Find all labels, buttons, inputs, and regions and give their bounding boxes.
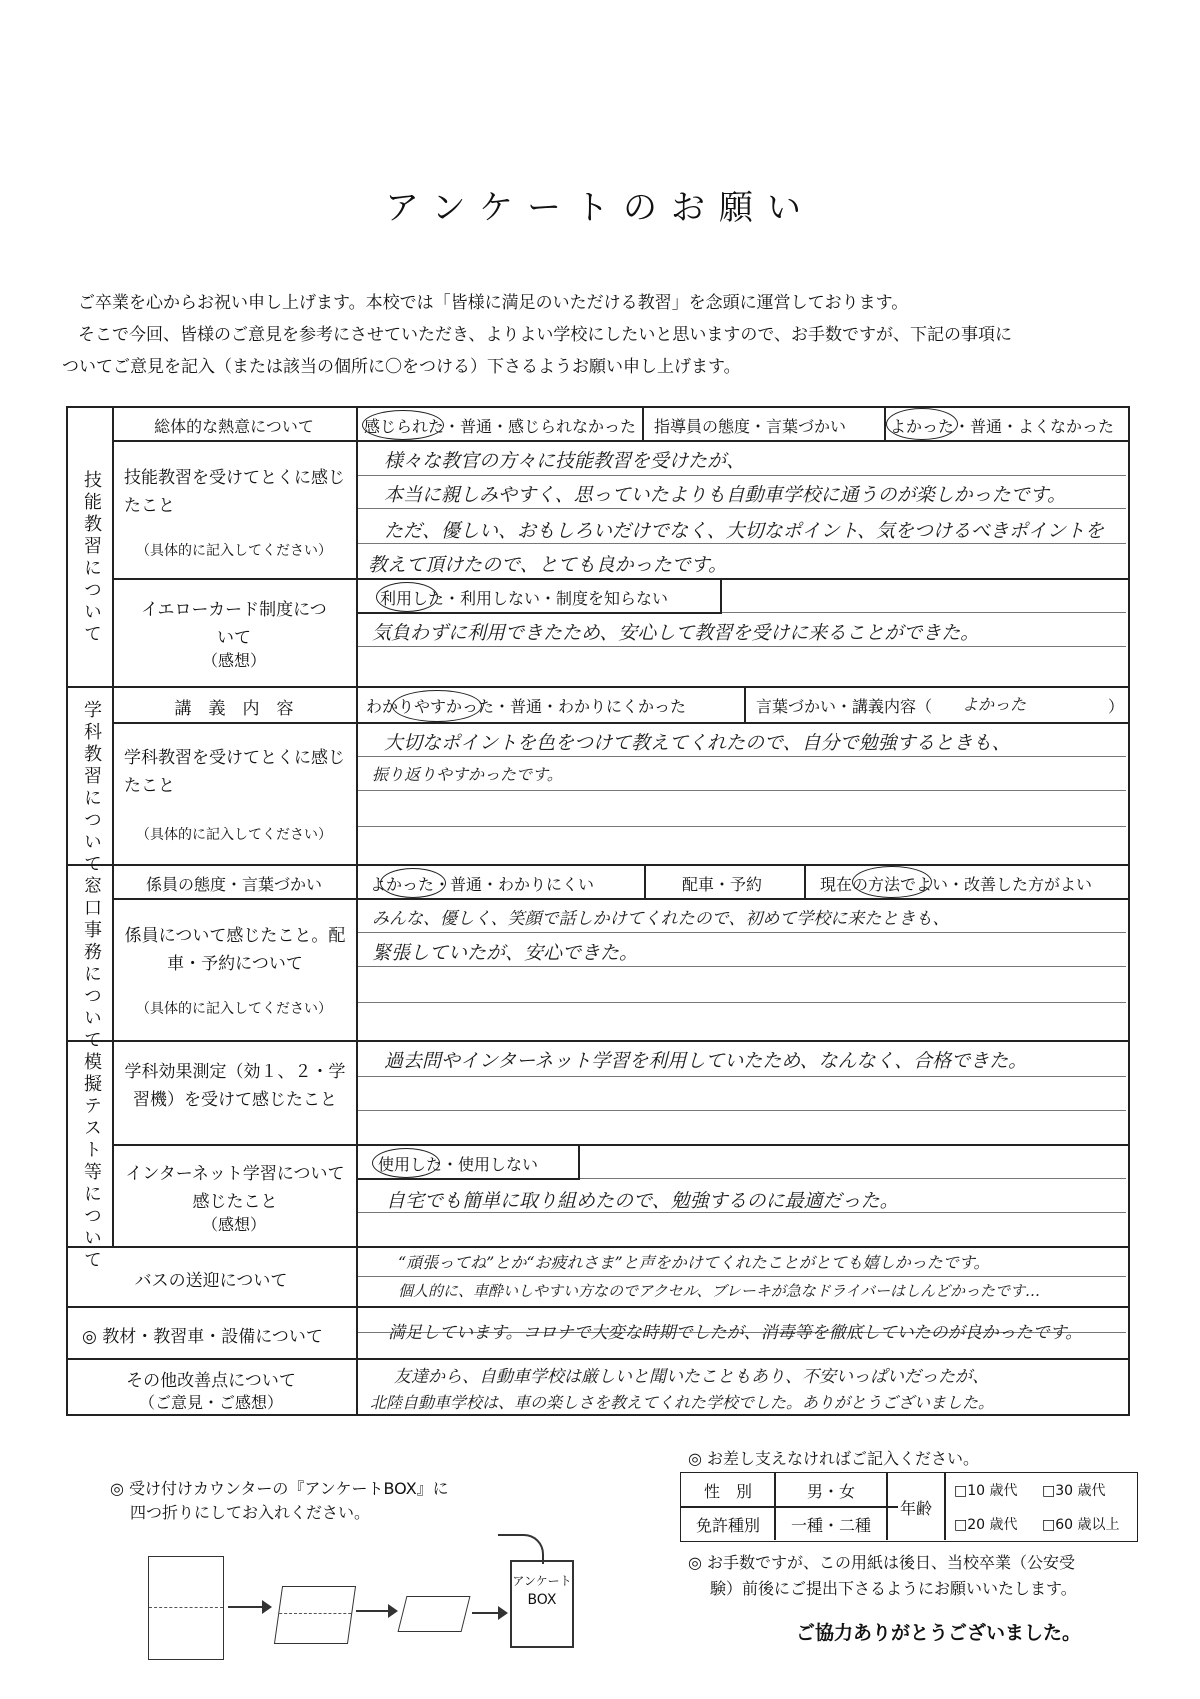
- section-madoguchi: 窓口事務について: [81, 876, 102, 1052]
- license-label: 免許種別: [695, 1516, 760, 1535]
- arrow-head-icon-2: [388, 1604, 398, 1618]
- row1-circle-mark2: [886, 408, 958, 440]
- box-note-1: ◎ 受け付けカウンターの『アンケートBOX』に: [110, 1479, 449, 1498]
- folded-paper-icon: [274, 1586, 356, 1644]
- row6-circle-mark2: [852, 866, 932, 898]
- age-option-60s[interactable]: □60 歳以上: [1042, 1517, 1120, 1533]
- row2-answer-3: ただ、優しい、おもしろいだけでなく、大切なポイント、気をつけるべきポイントを: [384, 520, 1104, 542]
- row6-options[interactable]: よかった・普通・わかりにくい: [370, 875, 595, 894]
- row6-options2[interactable]: 現在の方法でよい・改善した方がよい: [820, 875, 1093, 894]
- row9-options[interactable]: 使用した・使用しない: [378, 1155, 539, 1174]
- row4-options[interactable]: わかりやすかった・普通・わかりにくかった: [366, 697, 687, 716]
- row2-answer-2: 本当に親しみやすく、思っていたよりも自動車学校に通うのが楽しかったです。: [384, 484, 1067, 506]
- row6-circle-mark: [380, 868, 446, 898]
- row2-answer-4: 教えて頂けたので、とても良かったです。: [368, 554, 728, 576]
- gender-options[interactable]: 男・女: [806, 1482, 855, 1501]
- section-ginou: 技能教習について: [81, 470, 102, 646]
- row12-answer-2: 北陸自動車学校は、車の楽しさを教えてくれた学校でした。ありがとうございました。: [370, 1393, 995, 1412]
- row6-label: 係員の態度・言葉づかい: [145, 875, 322, 894]
- row7-label: 係員について感じたこと。配車・予約について: [124, 926, 346, 974]
- age-option-10s[interactable]: □10 歳代: [954, 1483, 1018, 1499]
- row5-note: （具体的に記入してください）: [136, 827, 332, 843]
- row7-answer-2: 緊張していたが、安心できた。: [372, 942, 639, 964]
- row2-note: （具体的に記入してください）: [136, 543, 332, 559]
- row5-label: 学科教習を受けてとくに感じたこと: [124, 748, 345, 796]
- row2-label: 技能教習を受けてとくに感じたこと: [124, 468, 345, 516]
- row10-answer-2: 個人的に、車酔いしやすい方なのでアクセル、ブレーキが急なドライバーはしんどかったです…: [398, 1282, 1041, 1300]
- row4-answer: よかった: [962, 695, 1027, 714]
- row12-sub: （ご意見・ご感想）: [138, 1393, 283, 1412]
- survey-box-icon: [510, 1560, 574, 1648]
- row5-answer-2: 振り返りやすかったです。: [372, 765, 563, 784]
- license-options[interactable]: 一種・二種: [790, 1516, 871, 1535]
- age-label: 年齢: [899, 1499, 932, 1518]
- row10-answer-1: “頑張ってね”とか“お疲れさま”と声をかけてくれたことがとても嬉しかったです。: [398, 1253, 990, 1272]
- row8-answer: 過去問やインターネット学習を利用していたため、なんなく、合格できた。: [384, 1050, 1028, 1072]
- survey-box-label-2: BOX: [527, 1592, 557, 1608]
- row4-label2: 言葉づかい・講義内容（: [756, 697, 933, 716]
- arrow-right-icon: [228, 1606, 266, 1608]
- row7-note: （具体的に記入してください）: [136, 1001, 332, 1017]
- row1-options2[interactable]: よかった・普通・よくなかった: [890, 417, 1115, 436]
- intro-line-1: ご卒業を心からお祝い申し上げます。本校では「皆様に満足のいただける教習」を念頭に運営しております。: [78, 293, 909, 313]
- row1-circle-mark: [362, 410, 444, 440]
- row1-label: 総体的な熱意について: [154, 417, 314, 436]
- row12-answer-1: 友達から、自動車学校は厳しいと聞いたこともあり、不安いっぱいだったが、: [394, 1367, 989, 1387]
- arrow-right-icon-2: [356, 1610, 392, 1612]
- row3-sub: （感想）: [201, 651, 266, 670]
- section-gakka: 学科教習について: [81, 700, 102, 876]
- row9-answer: 自宅でも簡単に取り組めたので、勉強するのに最適だった。: [386, 1190, 899, 1212]
- section-mogi: 模擬テスト等について: [81, 1052, 102, 1272]
- row10-label: バスの送迎について: [134, 1271, 288, 1291]
- submit-note-1: ◎ お手数ですが、この用紙は後日、当校卒業（公安受: [688, 1553, 1076, 1572]
- box-note-2: 四つ折りにしてお入れください。: [130, 1503, 371, 1522]
- row11-answer: 満足しています。コロナで大変な時期でしたが、消毒等を徹底していたのが良かったです。: [388, 1323, 1083, 1343]
- submit-note-2: 験）前後にご提出下さるようにお願いいたします。: [710, 1579, 1077, 1598]
- row3-circle-mark: [376, 582, 438, 612]
- row5-answer-1: 大切なポイントを色をつけて教えてくれたので、自分で勉強するときも、: [384, 732, 1011, 754]
- row4-circle-mark: [392, 690, 482, 722]
- arrow-head-icon: [262, 1600, 272, 1614]
- intro-line-3: ついてご意見を記入（または該当の個所に〇をつける）下さるようお願い申し上げます。: [62, 357, 741, 377]
- paper-sheet-icon: [148, 1556, 224, 1660]
- gender-label: 性 別: [703, 1482, 752, 1501]
- age-option-30s[interactable]: □30 歳代: [1042, 1483, 1106, 1499]
- thanks-text: ご協力ありがとうございました。: [796, 1622, 1082, 1644]
- row1-label2: 指導員の態度・言葉づかい: [654, 417, 847, 436]
- age-option-20s[interactable]: □20 歳代: [954, 1517, 1018, 1533]
- row4-label: 講 義 内 容: [174, 699, 294, 719]
- sashitsukae-note: ◎ お差し支えなければご記入ください。: [688, 1449, 980, 1468]
- arrow-head-icon-3: [498, 1606, 508, 1620]
- row9-circle-mark: [372, 1148, 440, 1178]
- quarter-folded-paper-icon: [398, 1596, 471, 1632]
- page-title: アンケートのお願い: [385, 188, 815, 228]
- row9-label: インターネット学習について感じたこと: [125, 1164, 345, 1212]
- row4-close: ）: [1108, 697, 1125, 716]
- intro-line-2: そこで今回、皆様のご意見を参考にさせていただき、よりよい学校にしたいと思いますので、お手数ですが、下記の事項に: [78, 325, 1012, 345]
- row2-answer-1: 様々な教官の方々に技能教習を受けたが、: [384, 450, 746, 472]
- curved-arrow-icon: [498, 1534, 544, 1564]
- row11-label: ◎ 教材・教習車・設備について: [82, 1327, 323, 1347]
- row3-options[interactable]: 利用した・利用しない・制度を知らない: [380, 589, 669, 608]
- row8-label: 学科効果測定（効１、２・学習機）を受けて感じたこと: [124, 1062, 346, 1110]
- row3-answer: 気負わずに利用できたため、安心して教習を受けに来ることができた。: [372, 622, 980, 644]
- row7-answer-1: みんな、優しく、笑顔で話しかけてくれたので、初めて学校に来たときも、: [372, 909, 950, 929]
- survey-box-label-1: アンケート: [512, 1574, 572, 1588]
- row9-sub: （感想）: [201, 1215, 266, 1234]
- row3-label: イエローカード制度について: [141, 600, 327, 648]
- row6-label2: 配車・予約: [682, 875, 763, 894]
- row1-options[interactable]: 感じられた・普通・感じられなかった: [364, 417, 637, 436]
- row12-label: その他改善点について: [126, 1371, 296, 1391]
